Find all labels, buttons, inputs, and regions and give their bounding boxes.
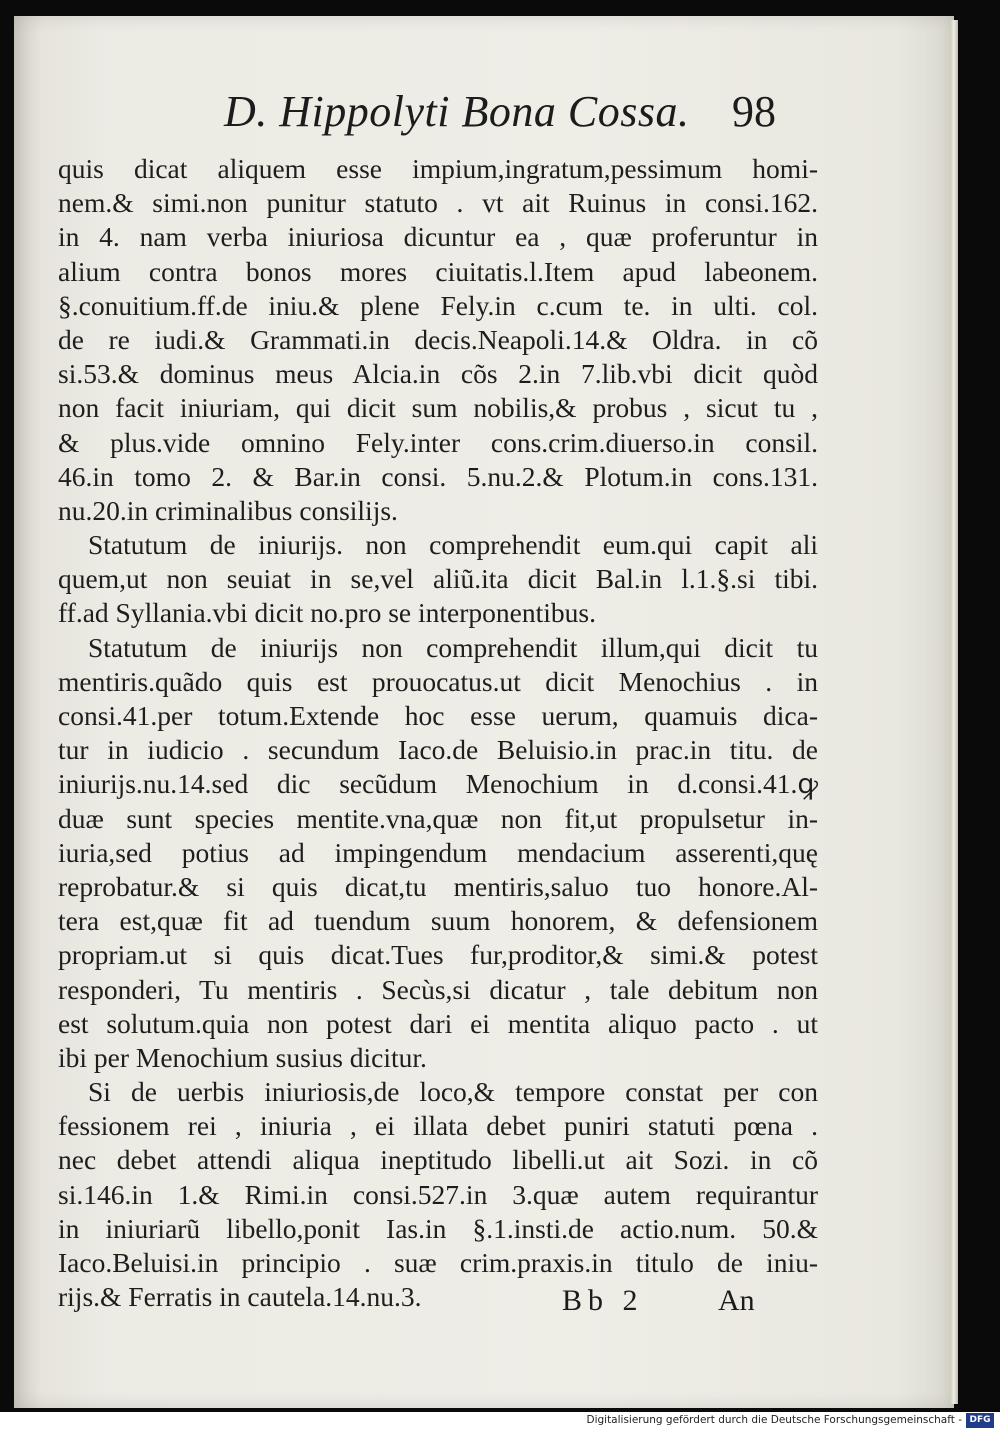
text-line: Statutum de iniurijs non comprehendit illum,qui dicit tu [88,631,818,663]
dfg-logo[interactable]: DFG [966,1413,994,1428]
page-foot [14,1284,954,1324]
paragraph [58,631,818,1075]
text-line: non facit iniuriam, qui dicit sum nobilis,& probus , sicut tu , [58,392,818,424]
footer-bar [0,1412,1000,1432]
text-line: §.conuitium.ff.de iniu.& plene Fely.in c.cum te. in ulti. col. [58,289,818,321]
text-line: est solutum.quia non potest dari ei mentita aliquo pacto . ut [58,1007,818,1039]
text-line: 46.in tomo 2. & Bar.in consi. 5.nu.2.& Plotum.in cons.131. [58,460,818,492]
text-line: nec debet attendi aliqua ineptitudo libelli.ut ait Sozi. in cõ [58,1144,818,1176]
text-line: quem,ut non seuiat in se,vel aliũ.ita dicit Bal.in l.1.§.si tibi. [58,563,818,595]
text-line: Iaco.Beluisi.in principio . suæ crim.praxis.in titulo de iniu- [58,1247,818,1278]
text-line: in 4. nam verba iniuriosa dicuntur ea , quæ proferuntur in [58,221,818,253]
signature-mark: Bb 2 [562,1284,644,1317]
text-line: quis dicat aliquem esse impium,ingratum,pessimum homi- [58,153,818,184]
catchword: An [718,1284,755,1317]
page-number: 98 [732,87,776,136]
text-line: nem.& simi.non punitur statuto . vt ait Ruinus in consi.162. [58,187,818,219]
text-line: mentiris.quãdo quis est prouocatus.ut dicit Menochius . in [58,665,818,697]
text-line: si.146.in 1.& Rimi.in consi.527.in 3.quæ autem requirantur [58,1178,818,1210]
text-line: si.53.& dominus meus Alcia.in cõs 2.in 7.lib.vbi dicit quòd [58,358,818,390]
book-page [14,16,954,1408]
running-head-title: D. Hippolyti Bona Cossa. [224,87,690,136]
text-line: consi.41.per totum.Extende hoc esse uerum, quamuis dica- [58,700,818,731]
paragraph [58,1075,818,1314]
text-line: iniurijs.nu.14.sed dic secũdum Menochium in d.consi.41.ꝙ [58,768,818,800]
text-line: fessionem rei , iniuria , ei illata debet puniri statuti pœna . [58,1110,818,1142]
text-line: Si de uerbis iniuriosis,de loco,& tempore constat per con [88,1076,818,1108]
text-line: de re iudi.& Grammati.in decis.Neapoli.14.& Oldra. in cõ [58,323,818,355]
paragraph [58,152,818,528]
text-line: rijs.& Ferratis in cautela.14.nu.3. [58,1281,422,1313]
text-line: iuria,sed potius ad impingendum mendacium asserenti,quę [58,836,818,868]
page-edge [950,20,958,1404]
paragraph [58,528,818,631]
text-line: nu.20.in criminalibus consilijs. [58,494,398,526]
text-line: tera est,quæ fit ad tuendum suum honorem, & defensionem [58,905,818,937]
text-line: reprobatur.& si quis dicat,tu mentiris,saluo tuo honore.Al- [58,870,818,902]
text-line: ibi per Menochium susius dicitur. [58,1041,427,1073]
funding-credit: Digitalisierung gefördert durch die Deutsche Forschungsgemeinschaft - [586,1414,962,1426]
text-line: responderi, Tu mentiris . Secùs,si dicatur , tale debitum non [58,973,818,1005]
text-line: duæ sunt species mentite.vna,quæ non fit,ut propulsetur in- [58,802,818,834]
text-line: propriam.ut si quis dicat.Tues fur,proditor,& simi.& potest [58,939,818,971]
text-line: in iniuriarũ libello,ponit Ias.in §.1.insti.de actio.num. 50.& [58,1212,818,1244]
text-line: & plus.vide omnino Fely.inter cons.crim.diuerso.in consil. [58,426,818,458]
text-line: tur in iudicio . secundum Iaco.de Beluisio.in prac.in titu. de [58,734,818,766]
body-text [58,152,818,1314]
text-line: alium contra bonos mores ciuitatis.l.Item apud labeonem. [58,255,818,287]
text-line: Statutum de iniurijs. non comprehendit eum.qui capit ali [88,529,818,561]
running-head [14,86,954,146]
text-line: ff.ad Syllania.vbi dicit no.pro se interponentibus. [58,597,596,629]
